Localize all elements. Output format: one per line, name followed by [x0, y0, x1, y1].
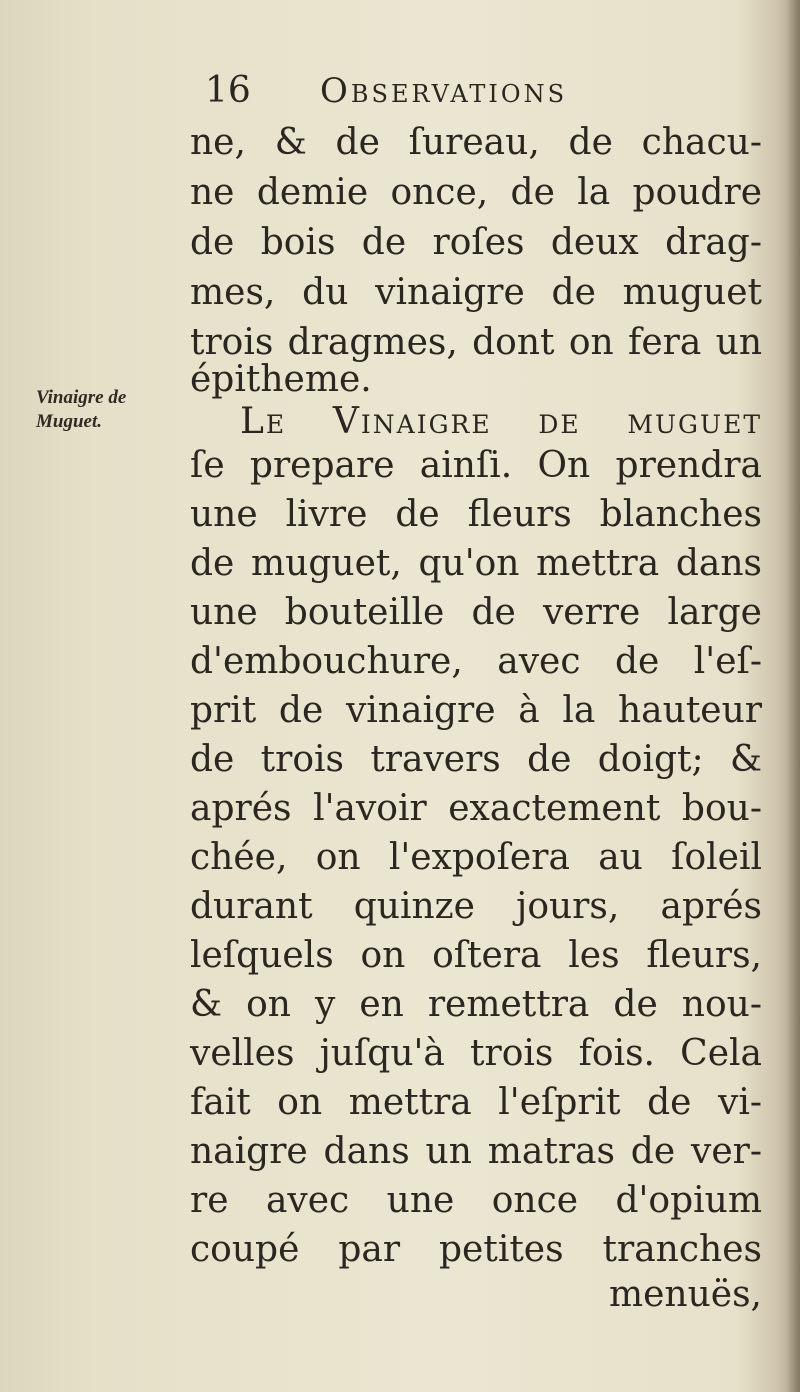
text-line: d'embouchure, avec de l'eſ- [190, 641, 762, 682]
text-line: de trois travers de doigt; & [190, 739, 762, 780]
text-line: prit de vinaigre à la hauteur [190, 690, 762, 731]
running-head [205, 66, 665, 116]
text-line: une bouteille de verre large [190, 592, 762, 633]
text-line: ne, & de ſureau, de chacu- [190, 122, 762, 163]
page-number: 16 [205, 70, 251, 111]
text-line: fait on mettra l'eſprit de vi- [190, 1082, 762, 1123]
text-line: naigre dans un matras de ver- [190, 1131, 762, 1172]
text-line: chée, on l'expoſera au ſoleil [190, 837, 762, 878]
margin-note-line: Vinaigre de [36, 387, 127, 408]
text-line: aprés l'avoir exactement bou- [190, 788, 762, 829]
text-line: de bois de roſes deux drag- [190, 222, 762, 263]
text-line: mes, du vinaigre de muguet [190, 272, 762, 313]
text-line: une livre de fleurs blanches [190, 494, 762, 535]
text-line: trois dragmes, dont on fera un [190, 322, 762, 363]
page-edge-shadow [786, 0, 800, 1392]
text-line: leſquels on oſtera les fleurs, [190, 935, 762, 976]
text-line: & on y en remettra de nou- [190, 984, 762, 1025]
margin-note [36, 386, 206, 434]
text-line: re avec une once d'opium [190, 1180, 762, 1221]
text-line: ne demie once, de la poudre [190, 172, 762, 213]
running-title: Observations [320, 71, 568, 111]
text-line: de muguet, qu'on mettra dans [190, 543, 762, 584]
text-line: velles juſqu'à trois fois. Cela [190, 1033, 762, 1074]
text-line: coupé par petites tranches [190, 1229, 762, 1270]
text-line: durant quinze jours, aprés [190, 886, 762, 927]
margin-note-line: Muguet. [36, 411, 102, 432]
section-heading-line: Le Vinaigre de muguet [240, 401, 762, 442]
text-line: ſe prepare ainſi. On prendra [190, 445, 762, 486]
text-line: épitheme. [190, 359, 372, 400]
catchword: menuës, [608, 1274, 762, 1315]
